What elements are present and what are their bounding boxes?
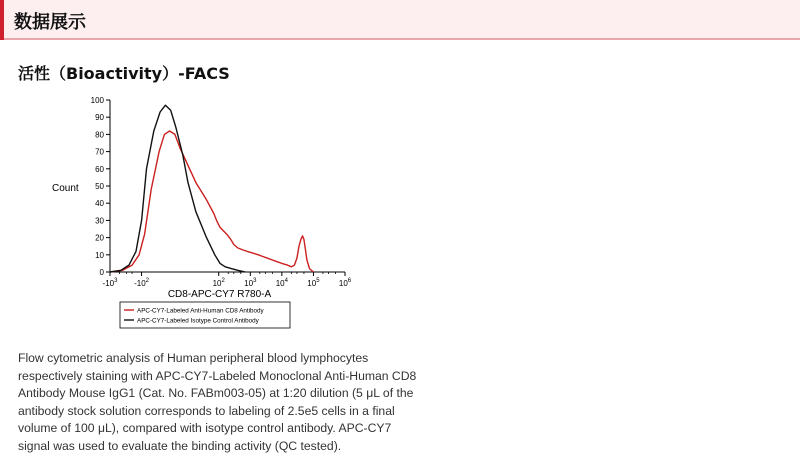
legend-label: APC-CY7-Labeled Isotype Control Antibody xyxy=(137,317,259,325)
chart-legend xyxy=(120,302,290,328)
series-cd8-antibody-line xyxy=(110,131,313,272)
x-tick-label: $10^2$ xyxy=(212,278,225,288)
x-tick-label: $-10^2$ xyxy=(134,278,150,288)
y-axis-label: Count xyxy=(52,183,79,194)
figure-caption: Flow cytometric analysis of Human peripheral blood lymphocytes respectively staining with APC-CY7-Labeled Monoclonal Anti-Human CD8 Antibody Mouse IgG1 (Cat. No. FABm003-05) at 1:20 dilution (5 μL of the antibody stock solution corresponds to labeling of 2.5e5 cells in a final volume of 100 μL), compared with isotype control antibody. APC-CY7 signal was used to evaluate the binding activity (QC tested). xyxy=(18,351,417,453)
y-tick-label: 80 xyxy=(95,130,104,140)
section-header xyxy=(0,0,800,40)
chart-series xyxy=(110,105,313,272)
x-tick-label: $10^6$ xyxy=(338,278,352,288)
section-title: 数据展示 xyxy=(14,12,86,33)
x-tick-label: $-10^3$ xyxy=(102,278,118,288)
y-tick-label: 20 xyxy=(95,233,104,243)
y-tick-label: 30 xyxy=(95,216,104,226)
section-accent-bar xyxy=(0,0,4,40)
y-tick-label: 0 xyxy=(99,268,104,277)
series-isotype-control-line xyxy=(110,105,245,272)
x-axis-label: CD8-APC-CY7 R780-A xyxy=(167,289,272,300)
x-tick-label: $10^4$ xyxy=(275,278,288,288)
y-tick-label: 60 xyxy=(95,164,104,174)
y-tick-label: 10 xyxy=(95,250,104,260)
x-tick-label: $10^3$ xyxy=(244,278,257,288)
x-tick-label: $10^5$ xyxy=(307,278,320,288)
x-axis xyxy=(103,272,352,288)
figure-title: 活性（Bioactivity）-FACS xyxy=(18,64,230,83)
chart-svg xyxy=(0,80,420,340)
y-tick-label: 40 xyxy=(95,199,104,209)
legend-label: APC-CY7-Labeled Anti-Human CD8 Antibody xyxy=(137,307,264,315)
y-tick-label: 100 xyxy=(90,96,104,105)
y-tick-label: 90 xyxy=(95,113,104,123)
y-axis xyxy=(91,96,110,277)
facs-histogram-chart xyxy=(0,80,420,340)
y-tick-label: 70 xyxy=(95,147,104,157)
y-tick-label: 50 xyxy=(95,182,104,191)
